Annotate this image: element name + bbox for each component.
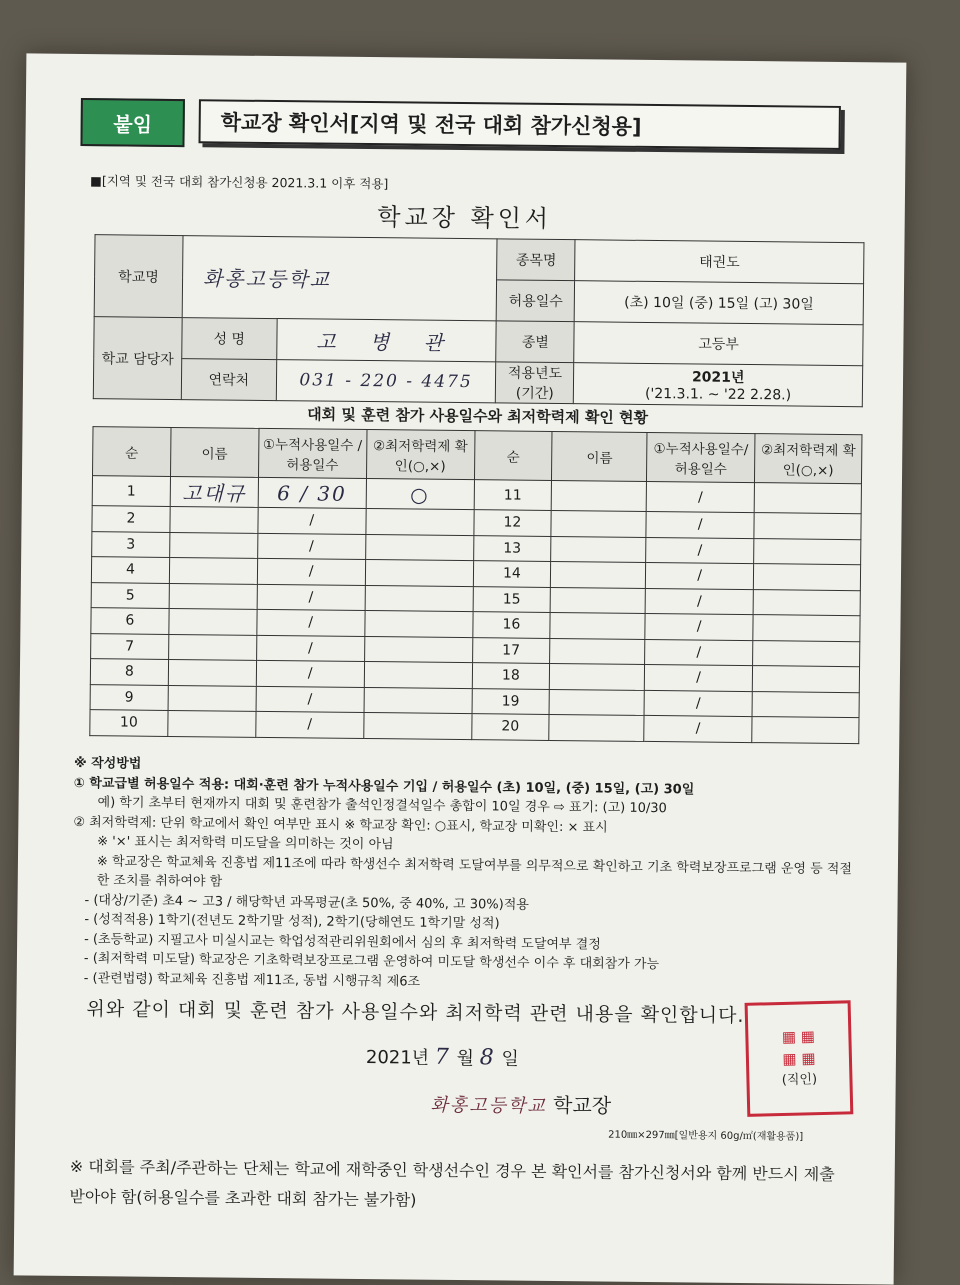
cell-check2 bbox=[754, 483, 861, 514]
document-paper bbox=[14, 53, 907, 1284]
cell-name1 bbox=[168, 634, 256, 660]
col-name-left: 이름 bbox=[170, 427, 258, 477]
cell-n2: 18 bbox=[472, 663, 550, 689]
cell-days2: / bbox=[644, 690, 752, 717]
cell-name1 bbox=[169, 583, 257, 609]
cell-check1 bbox=[365, 534, 473, 561]
cell-check2 bbox=[753, 589, 860, 616]
note-4: - (대상/기준) 초4 ~ 고3 / 해당학년 과목평균(초 50%, 중 40%, 고 30%)적용 bbox=[84, 892, 529, 913]
category-label: 종별 bbox=[496, 321, 574, 363]
signature-role: 학교장 bbox=[553, 1092, 612, 1118]
event-label: 종목명 bbox=[497, 239, 575, 281]
date-month: 7 bbox=[434, 1044, 452, 1070]
cell-days1: / bbox=[256, 660, 364, 687]
writing-instructions bbox=[72, 754, 864, 996]
cell-name1: 고대규 bbox=[170, 476, 258, 507]
cell-days1: / bbox=[256, 711, 364, 738]
form-version-note: ■[지역 및 전국 대회 참가신청용 2021.3.1 이후 적용] bbox=[90, 173, 389, 192]
cell-n1: 5 bbox=[91, 582, 169, 608]
cell-check1 bbox=[366, 509, 474, 536]
cell-check2 bbox=[753, 564, 860, 591]
note-6: - (초등학교) 지필고사 미실시교는 학업성적관리위원회에서 심의 후 최저학력 도달여부 결정 bbox=[84, 931, 601, 952]
confirmation-text: 위와 같이 대회 및 훈련 참가 사용일수와 최저학력 관련 내용을 확인합니다. bbox=[86, 998, 745, 1027]
cell-days2: / bbox=[645, 639, 753, 666]
cell-check2 bbox=[752, 666, 859, 693]
allowed-days-label: 허용일수 bbox=[497, 280, 575, 322]
cell-n1: 7 bbox=[91, 633, 169, 659]
cell-days1: / bbox=[256, 635, 364, 662]
cell-days1: / bbox=[257, 533, 365, 560]
allowed-days-value: (초) 10일 (중) 15일 (고) 30일 bbox=[574, 281, 863, 325]
cell-n2: 12 bbox=[473, 510, 551, 536]
cell-days1: / bbox=[258, 507, 366, 534]
cell-days2: / bbox=[645, 588, 753, 615]
cell-name2 bbox=[550, 663, 645, 689]
col-name-right: 이름 bbox=[552, 431, 647, 481]
contact-label: 연락처 bbox=[181, 359, 276, 401]
cell-name2 bbox=[552, 480, 647, 511]
year-value: 2021년 bbox=[691, 369, 745, 386]
cell-n1: 4 bbox=[91, 557, 169, 583]
issue-date bbox=[366, 1043, 519, 1071]
note-8: - (관련법령) 학교체육 진흥법 제11조, 동법 시행규칙 제6조 bbox=[83, 970, 421, 990]
cell-check2 bbox=[754, 538, 861, 565]
col-check-left: ②최저학력제 확인(○,×) bbox=[366, 430, 474, 480]
col-check-right: ②최저학력제 확인(○,×) bbox=[755, 434, 862, 484]
note-5: - (성적적용) 1학기(전년도 2학기말 성적), 2학기(당해연도 1학기말 성적) bbox=[84, 912, 500, 932]
cell-days1: 6 / 30 bbox=[258, 477, 366, 508]
school-value: 화홍고등학교 bbox=[182, 236, 497, 321]
cell-days1: / bbox=[257, 558, 365, 585]
col-days-left: ①누적사용일수 /허용일수 bbox=[258, 428, 366, 478]
note-7: - (최저학력 미도달) 학교장은 기초학력보장프로그램 운영하여 미도달 학생선수 이수 후 대회참가 가능 bbox=[83, 951, 660, 973]
footer-note: ※ 대회를 주최/주관하는 단체는 학교에 재학중인 학생선수인 경우 본 확인서를 참가신청서와 함께 반드시 제출받아야 함(허용일수를 초과한 대회 참가는 불가함) bbox=[69, 1156, 835, 1210]
form-header bbox=[80, 98, 840, 156]
cell-name1 bbox=[170, 532, 258, 558]
school-label: 학교명 bbox=[94, 235, 183, 318]
cell-days2: / bbox=[646, 481, 754, 512]
cell-days2: / bbox=[645, 613, 753, 640]
section-title: 대회 및 훈련 참가 사용일수와 최저학력제 확인 현황 bbox=[307, 405, 649, 427]
cell-name2 bbox=[551, 561, 646, 587]
cell-name1 bbox=[168, 685, 256, 711]
cell-name1 bbox=[170, 506, 258, 532]
cell-n2: 20 bbox=[471, 714, 549, 740]
date-day: 8 bbox=[479, 1045, 496, 1071]
note-1: ① 학교급별 허용일수 적용: 대회·훈련 참가 누적사용일수 기입 / 허용일수 (초) 10일, (중) 15일, (고) 30일 bbox=[73, 775, 695, 797]
cell-days1: / bbox=[257, 609, 365, 636]
principal-signature bbox=[430, 1088, 611, 1119]
cell-n1: 8 bbox=[90, 659, 168, 685]
cell-name1 bbox=[168, 659, 256, 685]
cell-name2 bbox=[550, 638, 645, 664]
cell-check1 bbox=[364, 687, 472, 714]
col-no-right: 순 bbox=[474, 431, 552, 481]
cell-days2: / bbox=[644, 715, 752, 742]
cell-n2: 15 bbox=[473, 586, 551, 612]
status-table bbox=[89, 426, 862, 744]
contact-value: 031 - 220 - 4475 bbox=[276, 360, 496, 403]
note-2-sub: ※ '×' 표시는 최저학력 미도달을 의미하는 것이 아님 bbox=[97, 834, 394, 853]
note-1-example: 예) 학기 초부터 현재까지 대회 및 훈련참가 출석인정결석일수 총합이 10일 경우 ⇨ 표기: (고) 10/30 bbox=[97, 795, 667, 817]
date-year: 2021년 bbox=[365, 1047, 430, 1069]
col-no-left: 순 bbox=[93, 427, 171, 477]
cell-name1 bbox=[169, 608, 257, 634]
cell-days2: / bbox=[646, 537, 754, 564]
cell-check1 bbox=[365, 585, 473, 612]
period-value: ('21.3.1. ~ '22 2.28.) bbox=[644, 385, 792, 404]
date-day-unit: 일 bbox=[501, 1048, 519, 1070]
cell-name2 bbox=[551, 510, 646, 536]
cell-check2 bbox=[753, 640, 860, 667]
cell-days1: / bbox=[256, 686, 364, 713]
cell-n1: 1 bbox=[92, 476, 170, 507]
cell-name2 bbox=[550, 612, 645, 638]
cell-check1 bbox=[364, 636, 472, 663]
signature-school: 화홍고등학교 bbox=[430, 1094, 547, 1117]
official-seal-stamp: ▦ ▦ ▦ ▦ (직인) bbox=[745, 1000, 854, 1117]
status-table-body bbox=[90, 476, 862, 744]
year-cell bbox=[574, 363, 863, 407]
cell-check1 bbox=[364, 610, 472, 637]
attachment-tag: 붙임 bbox=[80, 98, 184, 147]
note-2: ② 최저학력제: 단위 학교에서 확인 여부만 표시 ※ 학교장 확인: ○표시, 학교장 미확인: × 표시 bbox=[73, 814, 608, 836]
cell-n1: 10 bbox=[90, 710, 168, 736]
name-value: 고 병 관 bbox=[276, 319, 496, 362]
cell-name1 bbox=[169, 557, 257, 583]
manager-label: 학교 담당자 bbox=[93, 317, 182, 400]
cell-n2: 17 bbox=[472, 637, 550, 663]
note-3: ※ 학교장은 학교체육 진흥법 제11조에 따라 학생선수 최저학력 도달여부를 의무적으로 확인하고 기초 학력보장프로그램 운영 등 적절한 조치를 취하여야 함 bbox=[96, 853, 853, 890]
event-value: 태권도 bbox=[575, 240, 864, 284]
cell-name1 bbox=[168, 710, 256, 736]
paper-spec: 210㎜×297㎜[일반용지 60g/㎡(재활용품)] bbox=[608, 1129, 804, 1143]
name-label: 성 명 bbox=[182, 318, 277, 360]
note-heading: ※ 작성방법 bbox=[73, 755, 142, 772]
category-value: 고등부 bbox=[574, 322, 863, 366]
cell-n1: 2 bbox=[92, 506, 170, 532]
cell-days2: / bbox=[646, 511, 754, 538]
cell-days2: / bbox=[645, 664, 753, 691]
cell-n2: 11 bbox=[474, 480, 552, 511]
cell-days1: / bbox=[257, 584, 365, 611]
cell-check2 bbox=[752, 717, 859, 744]
seal-label: (직인) bbox=[781, 1072, 818, 1088]
year-label: 적용년도 (기간) bbox=[496, 362, 574, 404]
cell-check2 bbox=[753, 615, 860, 642]
cell-n1: 6 bbox=[91, 608, 169, 634]
cell-days2: / bbox=[646, 562, 754, 589]
cell-name2 bbox=[549, 714, 644, 740]
cell-n2: 13 bbox=[473, 535, 551, 561]
document-title: 학교장 확인서 bbox=[377, 203, 553, 233]
cell-n1: 9 bbox=[90, 684, 168, 710]
cell-n1: 3 bbox=[92, 531, 170, 557]
cell-n2: 14 bbox=[473, 561, 551, 587]
cell-name2 bbox=[549, 689, 644, 715]
cell-n2: 19 bbox=[472, 688, 550, 714]
cell-n2: 16 bbox=[472, 612, 550, 638]
col-days-right: ①누적사용일수/ 허용일수 bbox=[647, 432, 755, 482]
cell-check1 bbox=[363, 712, 471, 739]
cell-check1 bbox=[365, 560, 473, 587]
cell-name2 bbox=[550, 587, 645, 613]
cell-check2 bbox=[752, 691, 859, 718]
cell-check1: ○ bbox=[366, 479, 474, 510]
cell-name2 bbox=[551, 536, 646, 562]
info-table bbox=[93, 234, 865, 407]
cell-check1 bbox=[364, 661, 472, 688]
date-month-unit: 월 bbox=[456, 1047, 475, 1070]
status-table-header bbox=[93, 427, 862, 484]
cell-check2 bbox=[754, 513, 861, 540]
form-header-title: 학교장 확인서[지역 및 전국 대회 참가신청용] bbox=[198, 99, 840, 150]
